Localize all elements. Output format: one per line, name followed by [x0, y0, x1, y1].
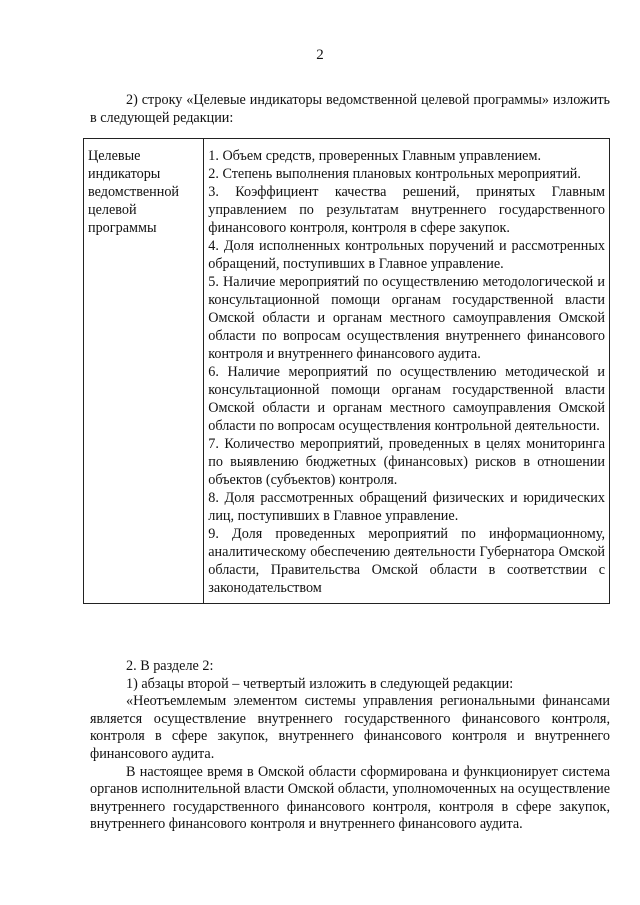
- table-row: [84, 139, 610, 604]
- section-paragraph-1: «Неотъемлемым элементом системы управления региональными финансами является осуществление внутреннего государственного финансового контроля, контроля в сфере закупок, внутреннего финансового контроля и внутреннего финансового аудита.: [90, 693, 610, 762]
- indicator-item-3: 3. Коэффициент качества решений, принятых Главным управлением по результатам внутреннего государственного финансового контроля, контроля в сфере закупок.: [208, 184, 605, 236]
- indicator-item-9: 9. Доля проведенных мероприятий по информационному, аналитическому обеспечению деятельности Губернатора Омской области, Правительства Омской области в соответствии с законодательством: [208, 526, 605, 596]
- page-number: 2: [316, 47, 324, 63]
- indicators-content-cell: [204, 139, 610, 604]
- intro-paragraph: 2) строку «Целевые индикаторы ведомственной целевой программы» изложить в следующей редакции:: [90, 92, 610, 126]
- indicator-item-6: 6. Наличие мероприятий по осуществлению методической и консультационной помощи органам государственной власти Омской области и органам местного самоуправления Омской области по вопросам осуществления контрольной деятельности.: [208, 364, 605, 434]
- indicator-item-5: 5. Наличие мероприятий по осуществлению методологической и консультационной помощи органам государственной власти Омской области и органам местного самоуправления Омской области по вопросам осуществления внутреннего финансового контроля и внутреннего финансового аудита.: [208, 274, 605, 362]
- indicator-item-7: 7. Количество мероприятий, проведенных в целях мониторинга по выявлению бюджетных (финансовых) рисков в отношении объектов (субъектов) контроля.: [208, 436, 605, 488]
- indicators-table: [83, 138, 610, 604]
- section-subheading: 1) абзацы второй – четвертый изложить в следующей редакции:: [126, 675, 514, 692]
- indicator-item-2: 2. Степень выполнения плановых контрольных мероприятий.: [208, 166, 581, 182]
- indicator-item-4: 4. Доля исполненных контрольных поручений и рассмотренных обращений, поступивших в Главное управление.: [208, 238, 605, 272]
- section-text: [90, 658, 610, 834]
- section-heading: 2. В разделе 2:: [126, 658, 214, 674]
- section-paragraph-2: В настоящее время в Омской области сформирована и функционирует система органов исполнительной власти Омской области, уполномоченных на осуществление внутреннего государственного финансового контроля, контроля в сфере закупок, внутреннего финансового контроля и внутреннего финансового аудита.: [90, 763, 610, 833]
- indicators-label-cell: Целевые индикаторы ведомственной целевой программы: [84, 139, 204, 604]
- indicator-item-8: 8. Доля рассмотренных обращений физических и юридических лиц, поступивших в Главное управление.: [208, 490, 605, 524]
- indicator-item-1: 1. Объем средств, проверенных Главным управлением.: [208, 148, 541, 164]
